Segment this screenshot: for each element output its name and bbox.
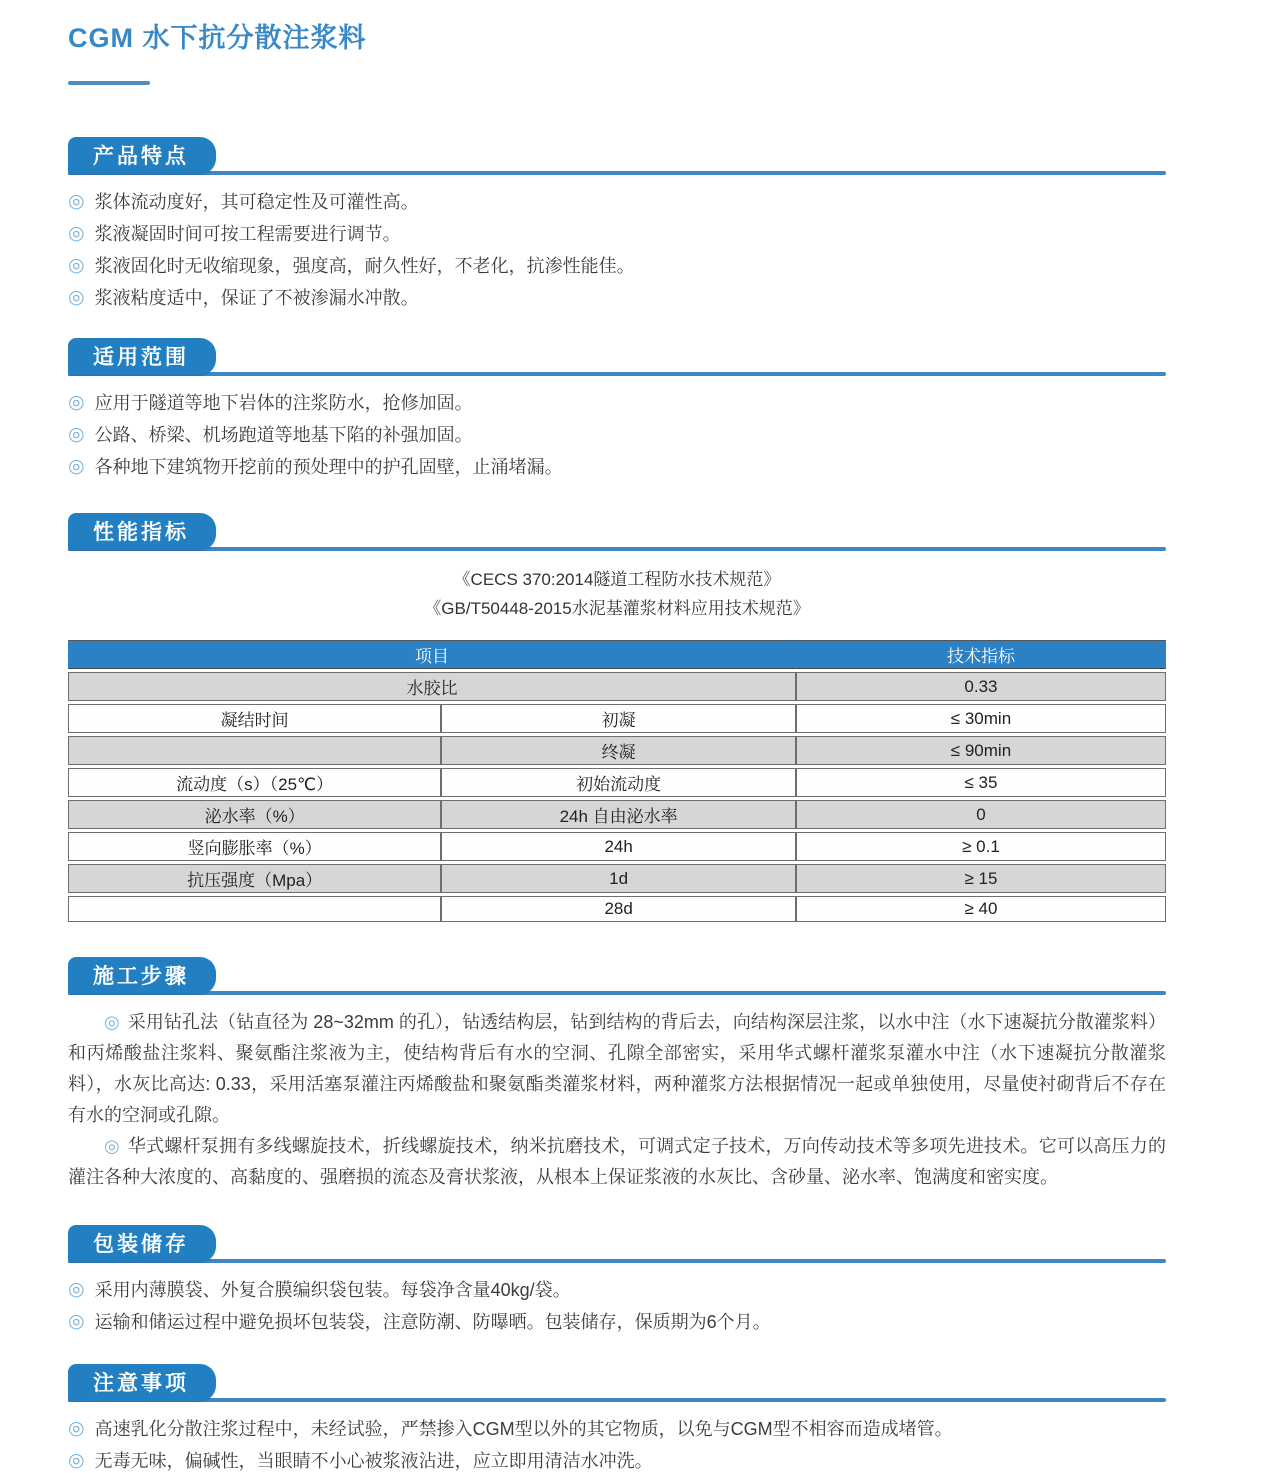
- list-item: [68, 455, 1166, 479]
- section-header: [68, 1362, 1166, 1402]
- table-cell: 1d: [441, 864, 796, 893]
- section-header: [68, 336, 1166, 376]
- header-rule: [68, 991, 1166, 995]
- header-rule: [68, 1259, 1166, 1263]
- paragraph: [68, 1007, 1166, 1131]
- list-item: [68, 1449, 1166, 1473]
- list-item-text: 各种地下建筑物开挖前的预处理中的护孔固壁，止涌堵漏。: [94, 457, 563, 477]
- standard-reference: 《GB/T50448-2015水泥基灌浆材料应用技术规范》: [424, 599, 810, 618]
- list-item-text: 浆液粘度适中，保证了不被渗漏水冲散。: [94, 288, 419, 308]
- double-circle-bullet-icon: ◎: [68, 1311, 85, 1332]
- table-cell: 初始流动度: [441, 768, 796, 797]
- scope-list: [68, 391, 1166, 479]
- double-circle-bullet-icon: ◎: [68, 1450, 85, 1471]
- table-cell: ≤ 35: [796, 768, 1166, 797]
- header-rule: [68, 1398, 1166, 1402]
- double-circle-bullet-icon: ◎: [68, 255, 85, 276]
- table-cell: 0.33: [796, 672, 1166, 701]
- header-rule: [68, 171, 1166, 175]
- table-cell: 24h: [441, 832, 796, 861]
- double-circle-bullet-icon: ◎: [104, 1136, 120, 1156]
- table-cell: 0: [796, 800, 1166, 829]
- table-cell: [68, 896, 441, 922]
- standard-reference: 《CECS 370:2014隧道工程防水技术规范》: [453, 570, 781, 589]
- section-heading-notes: 注意事项: [68, 1364, 216, 1401]
- double-circle-bullet-icon: ◎: [68, 1279, 85, 1300]
- list-item: [68, 391, 1166, 415]
- table-row: [68, 800, 1166, 829]
- performance-table: [68, 637, 1166, 925]
- list-item-text: 浆液凝固时间可按工程需要进行调节。: [94, 224, 401, 244]
- standards-references: [68, 565, 1166, 623]
- section-header: [68, 955, 1166, 995]
- list-item: [68, 190, 1166, 214]
- list-item-text: 采用内薄膜袋、外复合膜编织袋包装。每袋净含量40kg/袋。: [94, 1280, 571, 1300]
- list-item-text: 浆液固化时无收缩现象，强度高，耐久性好，不老化，抗渗性能佳。: [94, 256, 635, 276]
- table-cell: 24h 自由泌水率: [441, 800, 796, 829]
- table-cell: 抗压强度（Mpa）: [68, 864, 441, 893]
- section-heading-packaging: 包装储存: [68, 1225, 216, 1262]
- table-row: [68, 672, 1166, 701]
- double-circle-bullet-icon: ◎: [68, 424, 85, 445]
- section-header: [68, 135, 1166, 175]
- header-rule: [68, 547, 1166, 551]
- list-item: [68, 254, 1166, 278]
- notes-list: [68, 1417, 1166, 1473]
- paragraph: [68, 1131, 1166, 1193]
- table-row: [68, 704, 1166, 733]
- list-item: [68, 1278, 1166, 1302]
- section-heading-performance: 性能指标: [68, 513, 216, 550]
- section-header: [68, 511, 1166, 551]
- table-row: [68, 736, 1166, 765]
- table-cell: 水胶比: [68, 672, 796, 701]
- double-circle-bullet-icon: ◎: [68, 392, 85, 413]
- double-circle-bullet-icon: ◎: [68, 223, 85, 244]
- table-header-spec: 技术指标: [796, 640, 1166, 669]
- list-item-text: 运输和储运过程中避免损坏包装袋，注意防潮、防曝晒。包装储存，保质期为6个月。: [94, 1312, 771, 1332]
- table-row: [68, 896, 1166, 922]
- section-header: [68, 1223, 1166, 1263]
- table-cell: 泌水率（%）: [68, 800, 441, 829]
- list-item: [68, 423, 1166, 447]
- table-cell: ≤ 30min: [796, 704, 1166, 733]
- section-notes: [68, 1362, 1166, 1473]
- section-heading-scope: 适用范围: [68, 338, 216, 375]
- table-cell: 凝结时间: [68, 704, 441, 733]
- table-cell: 流动度（s）（25℃）: [68, 768, 441, 797]
- table-cell: [68, 736, 441, 765]
- double-circle-bullet-icon: ◎: [68, 1418, 85, 1439]
- double-circle-bullet-icon: ◎: [68, 191, 85, 212]
- table-cell: 终凝: [441, 736, 796, 765]
- section-heading-construction: 施工步骤: [68, 957, 216, 994]
- table-row: [68, 864, 1166, 893]
- table-cell: 28d: [441, 896, 796, 922]
- section-heading-features: 产品特点: [68, 137, 216, 174]
- page-title: CGM 水下抗分散注浆料: [68, 23, 367, 53]
- construction-paragraphs: [68, 1007, 1166, 1193]
- features-list: [68, 190, 1166, 310]
- title-underline: [68, 81, 150, 85]
- paragraph-text: 华式螺杆泵拥有多线螺旋技术，折线螺旋技术，纳米抗磨技术，可调式定子技术，万向传动技术等多项先进技术。它可以高压力的灌注各种大浓度的、高黏度的、强磨损的流态及膏状浆液，从根本上保证浆液的水灰比、含砂量、泌水率、饱满度和密实度。: [68, 1136, 1166, 1187]
- table-row: [68, 832, 1166, 861]
- double-circle-bullet-icon: ◎: [104, 1012, 120, 1032]
- list-item: [68, 286, 1166, 310]
- table-cell: 初凝: [441, 704, 796, 733]
- table-row: [68, 768, 1166, 797]
- list-item: [68, 222, 1166, 246]
- double-circle-bullet-icon: ◎: [68, 456, 85, 477]
- list-item: [68, 1310, 1166, 1334]
- table-cell: ≤ 90min: [796, 736, 1166, 765]
- table-cell: ≥ 0.1: [796, 832, 1166, 861]
- section-features: [68, 135, 1166, 310]
- section-construction: [68, 955, 1166, 1193]
- list-item-text: 无毒无味，偏碱性，当眼睛不小心被浆液沾进，应立即用清洁水冲洗。: [94, 1451, 653, 1471]
- section-scope: [68, 336, 1166, 479]
- paragraph-text: 采用钻孔法（钻直径为 28~32mm 的孔），钻透结构层，钻到结构的背后去，向结构深层注浆，以水中注（水下速凝抗分散灌浆料）和丙烯酸盐注浆料、聚氨酯注浆液为主，使结构背后有水的空洞、孔隙全部密实，采用华式螺杆灌浆泵灌水中注（水下速凝抗分散灌浆料），水灰比高达: 0.33，采用活塞泵灌注丙烯酸盐和聚氨酯类灌浆材料，两种灌浆方法根据情况一起或单独使用，尽量使衬砌背后不存在有水的空洞或孔隙。: [68, 1012, 1166, 1125]
- table-header-row: [68, 640, 1166, 669]
- double-circle-bullet-icon: ◎: [68, 287, 85, 308]
- list-item-text: 浆体流动度好，其可稳定性及可灌性高。: [94, 192, 419, 212]
- table-cell: ≥ 15: [796, 864, 1166, 893]
- list-item: [68, 1417, 1166, 1441]
- table-cell: 竖向膨胀率（%）: [68, 832, 441, 861]
- list-item-text: 公路、桥梁、机场跑道等地基下陷的补强加固。: [94, 425, 473, 445]
- section-packaging: [68, 1223, 1166, 1334]
- table-cell: ≥ 40: [796, 896, 1166, 922]
- list-item-text: 应用于隧道等地下岩体的注浆防水，抢修加固。: [94, 393, 473, 413]
- packaging-list: [68, 1278, 1166, 1334]
- section-performance: [68, 511, 1166, 925]
- list-item-text: 高速乳化分散注浆过程中，未经试验，严禁掺入CGM型以外的其它物质，以免与CGM型不相容而造成堵管。: [94, 1419, 953, 1439]
- header-rule: [68, 372, 1166, 376]
- table-header-item: 项目: [68, 640, 796, 669]
